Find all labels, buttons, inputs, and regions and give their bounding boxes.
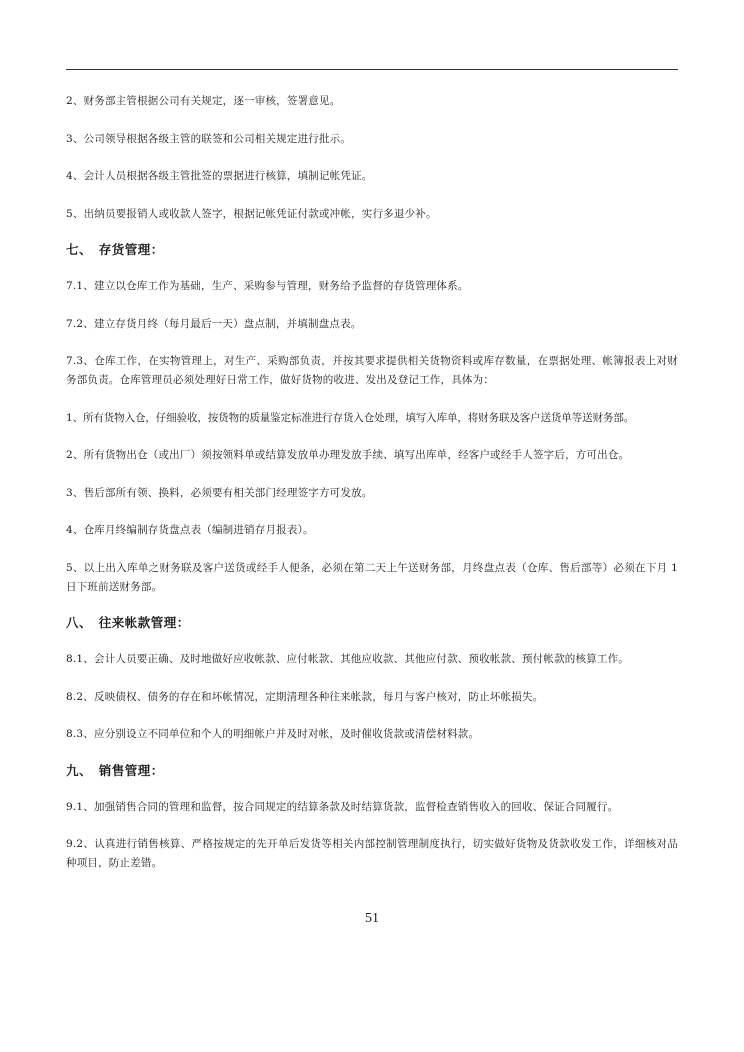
paragraph: 9.2、认真进行销售核算、严格按规定的先开单后发货等相关内部控制管理制度执行，切实做好货物及货款收发工作，详细核对品种项目，防止差错。 — [66, 838, 678, 869]
header-rule — [66, 69, 678, 70]
paragraph: 5、出纳员要报销人或收款人签字，根据记帐凭证付款或冲帐，实行多退少补。 — [66, 207, 437, 220]
paragraph: 1、所有货物入仓，仔细验收，按货物的质量鉴定标准进行存货入仓处理，填写入库单，将财务联及客户送货单等送财务部。 — [66, 411, 635, 424]
paragraph: 2、财务部主管根据公司有关规定，逐一审核，签署意见。 — [66, 95, 341, 107]
paragraph: 9.1、加强销售合同的管理和监督，按合同规定的结算条款及时结算货款，监督检查销售收入的回收、保证合同履行。 — [66, 800, 619, 813]
section-heading: 八、 往来帐款管理： — [66, 615, 190, 630]
paragraph: 5、以上出入库单之财务联及客户送货或经手人便条，必须在第二天上午送财务部，月终盘点表（仓库、售后部等）必须在下月 1 日下班前送财务部。 — [66, 561, 678, 593]
section-heading: 九、 销售管理： — [66, 762, 164, 778]
paragraph: 7.2、建立存货月终（每月最后一天）盘点制，并填制盘点表。 — [66, 317, 362, 330]
paragraph: 3、公司领导根据各级主管的联签和公司相关规定进行批示。 — [66, 132, 352, 145]
paragraph: 2、所有货物出仓（或出厂）须按领料单或结算发放单办理发放手续、填写出库单，经客户或经手人签字后，方可出仓。 — [66, 449, 630, 461]
paragraph: 7.3、仓库工作，在实物管理上，对生产、采购部负责，并按其要求提供相关货物资料或库存数量，在票据处理、帐簿报表上对财务部负责。仓库管理员必须处理好日常工作，做好货物的收进、发出及登记工作，具体为： — [66, 355, 678, 386]
paragraph: 7.1、建立以仓库工作为基础，生产、采购参与管理，财务给予监督的存货管理体系。 — [66, 280, 469, 292]
page-number: 51 — [365, 911, 379, 926]
section-heading: 七、 存货管理： — [66, 242, 164, 257]
paragraph: 8.3、应分别设立不同单位和个人的明细帐户并及时对帐，及时催收货款或清偿材料款。 — [66, 728, 480, 740]
paragraph: 4、仓库月终编制存货盘点表（编制进销存月报表）。 — [66, 524, 314, 536]
paragraph: 3、售后部所有领、换料，必须要有相关部门经理签字方可发放。 — [66, 486, 373, 499]
paragraph: 4、会计人员根据各级主管批签的票据进行核算，填制记帐凭证。 — [66, 170, 373, 182]
paragraph: 8.2、反映债权、债务的存在和坏帐情况，定期清理各种往来帐款，每月与客户核对，防止坏帐损失。 — [66, 690, 544, 703]
document-body — [66, 92, 678, 892]
paragraph: 8.1、会计人员要正确、及时地做好应收帐款、应付帐款、其他应收款、其他应付款、预收帐款、预付帐款的核算工作。 — [66, 653, 629, 665]
